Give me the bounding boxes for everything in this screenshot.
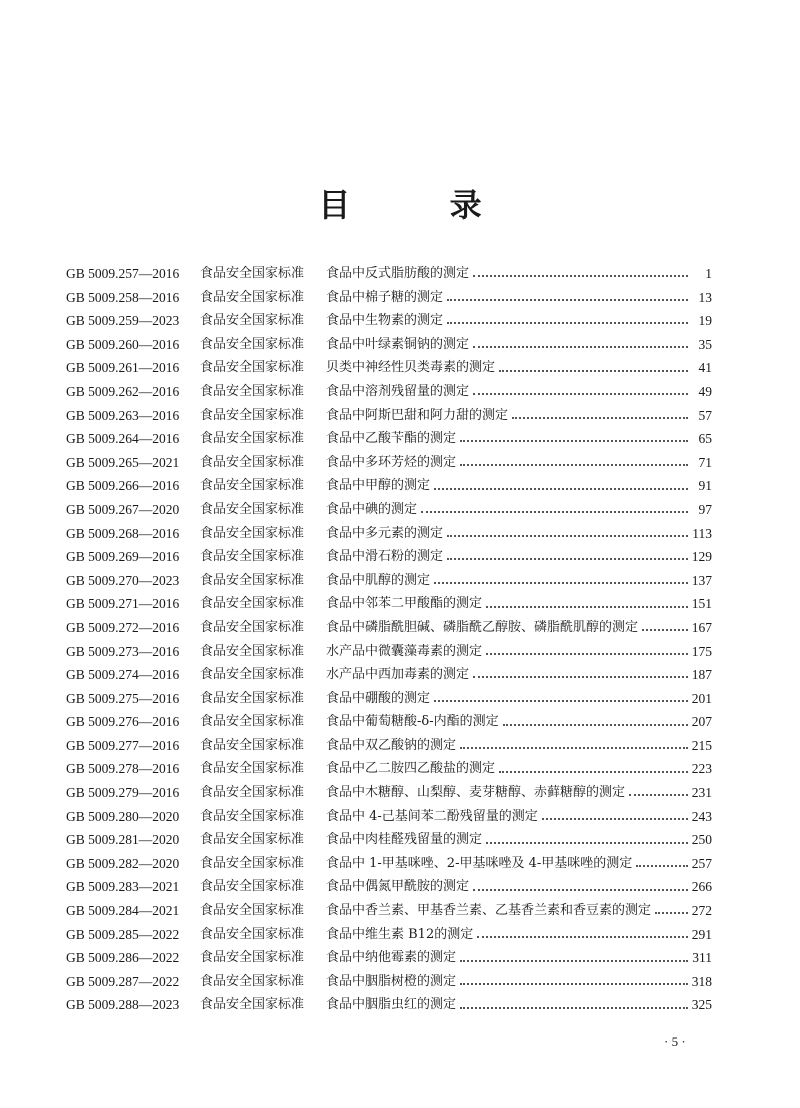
standard-series: 食品安全国家标准	[200, 643, 305, 659]
page-ref: 266	[691, 879, 712, 895]
standard-code: GB 5009.270—2023	[66, 572, 180, 588]
toc-entry	[66, 498, 712, 522]
standard-name: 贝类中神经性贝类毒素的测定	[326, 360, 496, 376]
dot-leader	[473, 274, 688, 277]
toc-entry	[66, 616, 712, 640]
page-ref: 19	[698, 313, 712, 329]
standard-series: 食品安全国家标准	[200, 667, 305, 683]
dot-leader	[434, 699, 688, 702]
standard-code: GB 5009.287—2022	[66, 973, 180, 989]
toc-entry	[66, 923, 712, 947]
dot-leader	[447, 321, 688, 324]
dot-leader	[447, 557, 688, 560]
dot-leader	[636, 864, 687, 867]
standard-code: GB 5009.262—2016	[66, 383, 180, 399]
standard-series: 食品安全国家标准	[200, 525, 305, 541]
toc-entry	[66, 946, 712, 970]
page-ref: 1	[705, 266, 712, 281]
page-ref: 49	[698, 383, 712, 399]
standard-name: 食品中滑石粉的测定	[326, 549, 444, 565]
standard-name: 食品中 1-甲基咪唑、2-甲基咪唑及 4-甲基咪唑的测定	[326, 855, 633, 871]
standard-name: 食品中多元素的测定	[326, 525, 444, 541]
page-ref: 167	[691, 619, 712, 635]
page-ref: 13	[698, 289, 712, 305]
standard-name: 食品中 4-己基间苯二酚残留量的测定	[326, 808, 538, 824]
dot-leader	[473, 345, 688, 348]
standard-name: 食品中溶剂残留量的测定	[326, 383, 470, 399]
standard-name: 食品中肌醇的测定	[326, 572, 431, 588]
standard-code: GB 5009.285—2022	[66, 926, 180, 942]
dot-leader	[499, 770, 688, 773]
dot-leader	[460, 463, 688, 466]
toc-entry	[66, 875, 712, 899]
page-ref: 35	[698, 336, 712, 352]
standard-name: 食品中多环芳烃的测定	[326, 454, 457, 470]
standard-name: 食品中邻苯二甲酸酯的测定	[326, 596, 483, 612]
page-ref: 137	[691, 572, 712, 588]
standard-name: 食品中乙二胺四乙酸盐的测定	[326, 761, 496, 777]
standard-code: GB 5009.257—2016	[66, 266, 180, 281]
page-ref: 257	[691, 855, 712, 871]
page-ref: 41	[698, 360, 712, 376]
standard-series: 食品安全国家标准	[200, 266, 305, 281]
page-ref: 97	[698, 501, 712, 517]
standard-series: 食品安全国家标准	[200, 761, 305, 777]
dot-leader	[503, 723, 688, 726]
page-ref: 325	[691, 997, 712, 1013]
dot-leader	[629, 793, 688, 796]
standard-name: 食品中乙酸苄酯的测定	[326, 431, 457, 447]
dot-leader	[486, 605, 688, 608]
standard-code: GB 5009.267—2020	[66, 501, 180, 517]
page-number: · 5 ·	[664, 1034, 686, 1049]
dot-leader	[473, 888, 688, 891]
toc-entry	[66, 286, 712, 310]
standard-code: GB 5009.271—2016	[66, 596, 180, 612]
toc-entry	[66, 663, 712, 687]
standard-series: 食品安全国家标准	[200, 973, 305, 989]
dot-leader	[655, 911, 688, 914]
dot-leader	[486, 652, 688, 655]
toc-entry	[66, 522, 712, 546]
dot-leader	[434, 487, 688, 490]
dot-leader	[434, 581, 688, 584]
dot-leader	[499, 369, 688, 372]
page-ref: 291	[691, 926, 712, 942]
standard-code: GB 5009.263—2016	[66, 407, 180, 423]
standard-series: 食品安全国家标准	[200, 596, 305, 612]
toc-entry	[66, 333, 712, 357]
page-ref: 223	[691, 761, 712, 777]
standard-name: 食品中叶绿素铜钠的测定	[326, 336, 470, 352]
dot-leader	[447, 534, 688, 537]
standard-code: GB 5009.283—2021	[66, 879, 180, 895]
page-ref: 231	[691, 785, 712, 801]
toc-entry	[66, 569, 712, 593]
toc-entry	[66, 970, 712, 994]
standard-name: 食品中维生素 B12的测定	[326, 926, 474, 942]
standard-series: 食品安全国家标准	[200, 737, 305, 753]
dot-leader	[512, 416, 688, 419]
toc-entry	[66, 474, 712, 498]
standard-name: 食品中葡萄糖酸-δ-内酯的测定	[326, 714, 499, 730]
standard-code: GB 5009.258—2016	[66, 289, 180, 305]
toc-entry	[66, 757, 712, 781]
standard-series: 食品安全国家标准	[200, 572, 305, 588]
page-ref: 71	[698, 454, 712, 470]
standard-code: GB 5009.269—2016	[66, 549, 180, 565]
page-ref: 57	[698, 407, 712, 423]
toc-entry	[66, 710, 712, 734]
toc-entry	[66, 309, 712, 333]
standard-series: 食品安全国家标准	[200, 903, 305, 919]
standard-series: 食品安全国家标准	[200, 289, 305, 305]
standard-series: 食品安全国家标准	[200, 313, 305, 329]
standard-series: 食品安全国家标准	[200, 454, 305, 470]
standard-code: GB 5009.264—2016	[66, 431, 180, 447]
standard-series: 食品安全国家标准	[200, 360, 305, 376]
page-ref: 65	[698, 431, 712, 447]
standard-name: 食品中棉子糖的测定	[326, 289, 444, 305]
standard-code: GB 5009.288—2023	[66, 997, 180, 1013]
standard-code: GB 5009.272—2016	[66, 619, 180, 635]
page-ref: 250	[691, 832, 712, 848]
standard-series: 食品安全国家标准	[200, 855, 305, 871]
toc-entry	[66, 781, 712, 805]
standard-name: 食品中胭脂树橙的测定	[326, 973, 457, 989]
standard-code: GB 5009.265—2021	[66, 454, 180, 470]
page-ref: 311	[692, 950, 712, 966]
standard-series: 食品安全国家标准	[200, 383, 305, 399]
standard-code: GB 5009.273—2016	[66, 643, 180, 659]
standard-name: 水产品中西加毒素的测定	[326, 667, 470, 683]
toc-entry	[66, 427, 712, 451]
page-ref: 318	[691, 973, 712, 989]
toc-entry	[66, 592, 712, 616]
standard-code: GB 5009.286—2022	[66, 950, 180, 966]
toc-entry	[66, 828, 712, 852]
toc-entry	[66, 451, 712, 475]
page-ref: 201	[691, 690, 712, 706]
standard-series: 食品安全国家标准	[200, 407, 305, 423]
dot-leader	[460, 1006, 688, 1009]
standard-code: GB 5009.266—2016	[66, 478, 180, 494]
standard-name: 食品中香兰素、甲基香兰素、乙基香兰素和香豆素的测定	[326, 903, 652, 919]
toc-entry	[66, 993, 712, 1017]
toc-entry	[66, 899, 712, 923]
standard-code: GB 5009.280—2020	[66, 808, 180, 824]
toc-entry	[66, 805, 712, 829]
standard-code: GB 5009.278—2016	[66, 761, 180, 777]
standard-name: 食品中甲醇的测定	[326, 478, 431, 494]
standard-series: 食品安全国家标准	[200, 950, 305, 966]
standard-series: 食品安全国家标准	[200, 619, 305, 635]
standard-code: GB 5009.279—2016	[66, 785, 180, 801]
dot-leader	[460, 746, 688, 749]
standard-name: 食品中偶氮甲酰胺的测定	[326, 879, 470, 895]
standard-code: GB 5009.260—2016	[66, 336, 180, 352]
standard-series: 食品安全国家标准	[200, 690, 305, 706]
standard-name: 食品中生物素的测定	[326, 313, 444, 329]
standard-code: GB 5009.276—2016	[66, 714, 180, 730]
dot-leader	[542, 817, 688, 820]
page-ref: 243	[691, 808, 712, 824]
toc-entry	[66, 852, 712, 876]
standard-name: 食品中胭脂虫红的测定	[326, 997, 457, 1013]
standard-name: 食品中磷脂酰胆碱、磷脂酰乙醇胺、磷脂酰肌醇的测定	[326, 619, 639, 635]
page-ref: 215	[691, 737, 712, 753]
page-title: 目 录	[318, 186, 526, 224]
page-ref: 207	[691, 714, 712, 730]
standard-code: GB 5009.277—2016	[66, 737, 180, 753]
toc-entry	[66, 640, 712, 664]
page-ref: 187	[691, 667, 712, 683]
toc-entry	[66, 545, 712, 569]
standard-code: GB 5009.259—2023	[66, 313, 180, 329]
standard-series: 食品安全国家标准	[200, 926, 305, 942]
standard-code: GB 5009.282—2020	[66, 855, 180, 871]
dot-leader	[642, 628, 688, 631]
standard-series: 食品安全国家标准	[200, 501, 305, 517]
toc-entry	[66, 262, 712, 286]
page-ref: 151	[691, 596, 712, 612]
standard-name: 水产品中微囊藻毒素的测定	[326, 643, 483, 659]
standard-series: 食品安全国家标准	[200, 549, 305, 565]
dot-leader	[421, 510, 688, 513]
standard-name: 食品中木糖醇、山梨醇、麦芽糖醇、赤藓糖醇的测定	[326, 785, 626, 801]
standard-name: 食品中纳他霉素的测定	[326, 950, 457, 966]
standard-series: 食品安全国家标准	[200, 431, 305, 447]
standard-series: 食品安全国家标准	[200, 785, 305, 801]
standard-code: GB 5009.284—2021	[66, 903, 180, 919]
dot-leader	[473, 675, 688, 678]
standard-series: 食品安全国家标准	[200, 336, 305, 352]
dot-leader	[473, 392, 688, 395]
standard-series: 食品安全国家标准	[200, 879, 305, 895]
standard-series: 食品安全国家标准	[200, 478, 305, 494]
dot-leader	[477, 935, 688, 938]
page-ref: 91	[698, 478, 712, 494]
page-ref: 272	[691, 903, 712, 919]
standard-name: 食品中阿斯巴甜和阿力甜的测定	[326, 407, 509, 423]
dot-leader	[447, 298, 688, 301]
toc-entry	[66, 687, 712, 711]
standard-series: 食品安全国家标准	[200, 714, 305, 730]
standard-code: GB 5009.274—2016	[66, 667, 180, 683]
toc-entry	[66, 404, 712, 428]
dot-leader	[460, 959, 688, 962]
toc-entry	[66, 734, 712, 758]
toc-entry	[66, 380, 712, 404]
standard-name: 食品中双乙酸钠的测定	[326, 737, 457, 753]
standard-series: 食品安全国家标准	[200, 808, 305, 824]
standard-name: 食品中肉桂醛残留量的测定	[326, 832, 483, 848]
table-of-contents	[66, 262, 712, 1017]
standard-name: 食品中反式脂肪酸的测定	[326, 266, 470, 281]
standard-code: GB 5009.281—2020	[66, 832, 180, 848]
page-ref: 175	[691, 643, 712, 659]
standard-code: GB 5009.261—2016	[66, 360, 180, 376]
dot-leader	[460, 982, 688, 985]
standard-code: GB 5009.268—2016	[66, 525, 180, 541]
standard-name: 食品中碘的测定	[326, 501, 418, 517]
page-ref: 129	[691, 549, 712, 565]
standard-series: 食品安全国家标准	[200, 997, 305, 1013]
standard-code: GB 5009.275—2016	[66, 690, 180, 706]
standard-name: 食品中硼酸的测定	[326, 690, 431, 706]
page-ref: 113	[692, 525, 712, 541]
dot-leader	[460, 439, 688, 442]
standard-series: 食品安全国家标准	[200, 832, 305, 848]
toc-entry	[66, 356, 712, 380]
dot-leader	[486, 841, 688, 844]
